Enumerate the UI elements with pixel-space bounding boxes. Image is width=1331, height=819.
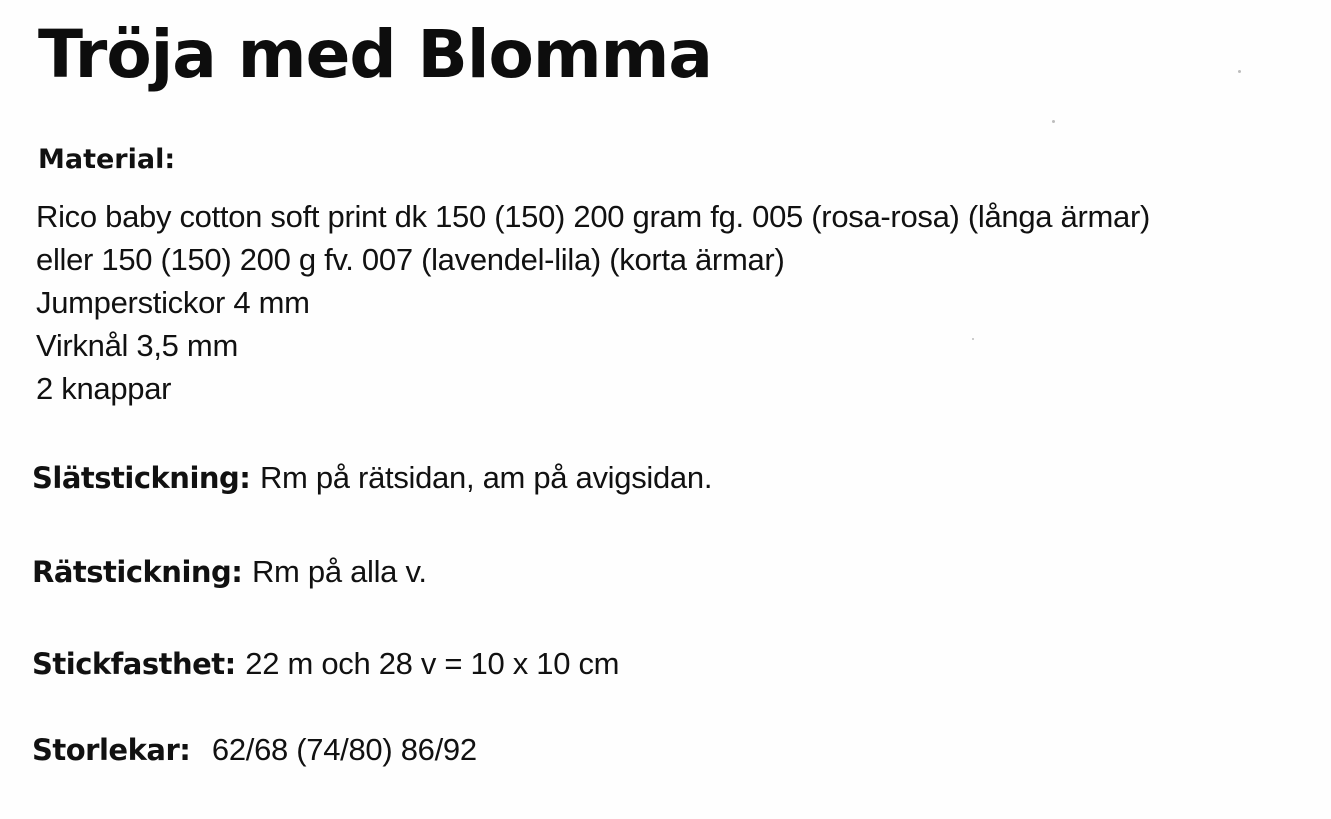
scan-speck <box>1052 120 1055 123</box>
spec-stockinette-value: Rm på rätsidan, am på avigsidan. <box>259 460 713 495</box>
spec-garter <box>32 556 427 588</box>
spec-gauge-value: 22 m och 28 v = 10 x 10 cm <box>245 646 620 681</box>
spec-garter-label: Rätstickning: <box>32 555 243 589</box>
spec-sizes-label: Storlekar: <box>32 733 191 767</box>
spec-sizes <box>32 734 477 766</box>
material-line-crochet-hook: Virknål 3,5 mm <box>36 328 238 363</box>
scan-speck <box>972 338 974 340</box>
spec-sizes-value: 62/68 (74/80) 86/92 <box>211 732 477 767</box>
scan-speck <box>1238 70 1241 73</box>
spec-stockinette-label: Slätstickning: <box>32 461 251 495</box>
spec-gauge <box>32 648 619 680</box>
material-heading: Material: <box>38 144 176 175</box>
material-line-buttons: 2 knappar <box>36 371 172 406</box>
spec-garter-value: Rm på alla v. <box>251 554 427 589</box>
material-line-yarn-alt: eller 150 (150) 200 g fv. 007 (lavendel-lila) (korta ärmar) <box>36 242 785 277</box>
spec-stockinette <box>32 462 712 494</box>
page-title: Tröja med Blomma <box>38 16 712 93</box>
material-line-needles: Jumperstickor 4 mm <box>36 285 310 320</box>
material-line-yarn: Rico baby cotton soft print dk 150 (150) 200 gram fg. 005 (rosa-rosa) (långa ärmar) <box>36 199 1151 234</box>
material-list <box>36 195 1150 410</box>
spec-gauge-label: Stickfasthet: <box>32 647 236 681</box>
